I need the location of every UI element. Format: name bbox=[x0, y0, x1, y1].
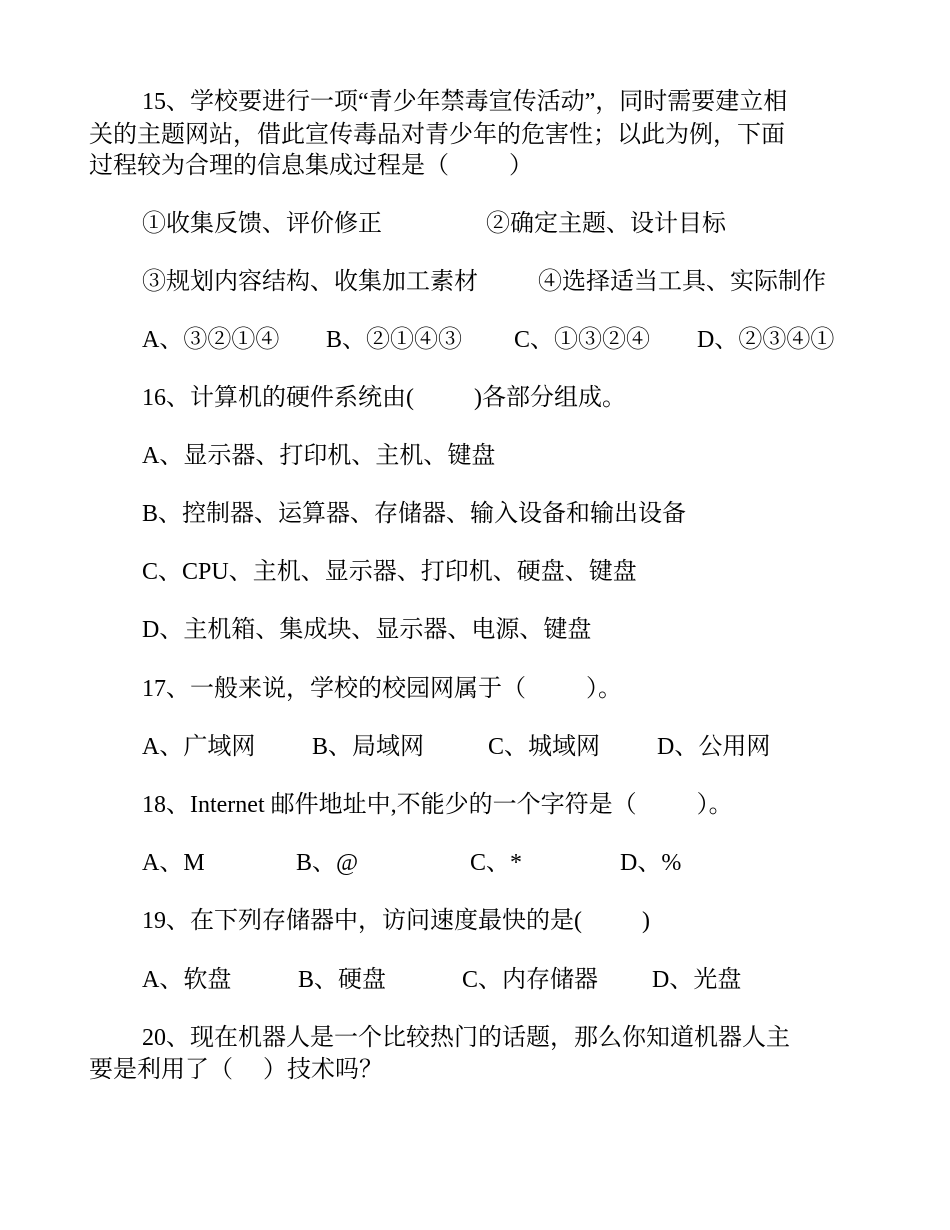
q15-stem-line-2: 关的主题网站，借此宣传毒品对青少年的危害性；以此为例，下面 bbox=[89, 122, 785, 148]
q17-option-a: A、广域网 bbox=[142, 734, 256, 760]
q15-option-a: A、③②①④ bbox=[142, 327, 280, 353]
q19-option-c: C、内存储器 bbox=[462, 967, 599, 993]
q16-option-b: B、控制器、运算器、存储器、输入设备和输出设备 bbox=[142, 501, 687, 527]
q15-stem-line-1: 15、学校要进行一项“青少年禁毒宣传活动”，同时需要建立相 bbox=[142, 89, 788, 115]
q16-stem: 16、计算机的硬件系统由( )各部分组成。 bbox=[142, 385, 626, 411]
q19-stem: 19、在下列存储器中，访问速度最快的是( ) bbox=[142, 908, 650, 934]
q15-step-1: ①收集反馈、评价修正 bbox=[142, 211, 382, 237]
q15-step-3: ③规划内容结构、收集加工素材 bbox=[142, 269, 478, 295]
q16-option-d: D、主机箱、集成块、显示器、电源、键盘 bbox=[142, 617, 592, 643]
q18-option-b: B、@ bbox=[296, 850, 359, 876]
q16-option-c: C、CPU、主机、显示器、打印机、硬盘、键盘 bbox=[142, 559, 637, 585]
q15-option-b: B、②①④③ bbox=[326, 327, 463, 353]
q15-option-d: D、②③④① bbox=[697, 327, 835, 353]
q17-option-d: D、公用网 bbox=[657, 734, 771, 760]
q19-option-a: A、软盘 bbox=[142, 967, 232, 993]
q17-option-c: C、城域网 bbox=[488, 734, 601, 760]
q17-stem: 17、一般来说，学校的校园网属于（ ）。 bbox=[142, 676, 622, 702]
q15-step-2: ②确定主题、设计目标 bbox=[486, 211, 726, 237]
q20-stem-line-2: 要是利用了（ ）技术吗？ bbox=[89, 1057, 383, 1083]
q16-option-a: A、显示器、打印机、主机、键盘 bbox=[142, 443, 496, 469]
q15-step-4: ④选择适当工具、实际制作 bbox=[538, 269, 826, 295]
q20-stem-line-1: 20、现在机器人是一个比较热门的话题，那么你知道机器人主 bbox=[142, 1025, 790, 1051]
q19-option-b: B、硬盘 bbox=[298, 967, 387, 993]
q18-option-c: C、* bbox=[470, 850, 523, 876]
q15-stem-line-3: 过程较为合理的信息集成过程是（ ） bbox=[89, 153, 533, 179]
q17-option-b: B、局域网 bbox=[312, 734, 425, 760]
q18-option-a: A、M bbox=[142, 850, 205, 876]
q18-stem: 18、Internet 邮件地址中,不能少的一个字符是（ ）。 bbox=[142, 792, 733, 818]
q19-option-d: D、光盘 bbox=[652, 967, 742, 993]
q18-option-d: D、% bbox=[620, 850, 682, 876]
q15-option-c: C、①③②④ bbox=[514, 327, 651, 353]
